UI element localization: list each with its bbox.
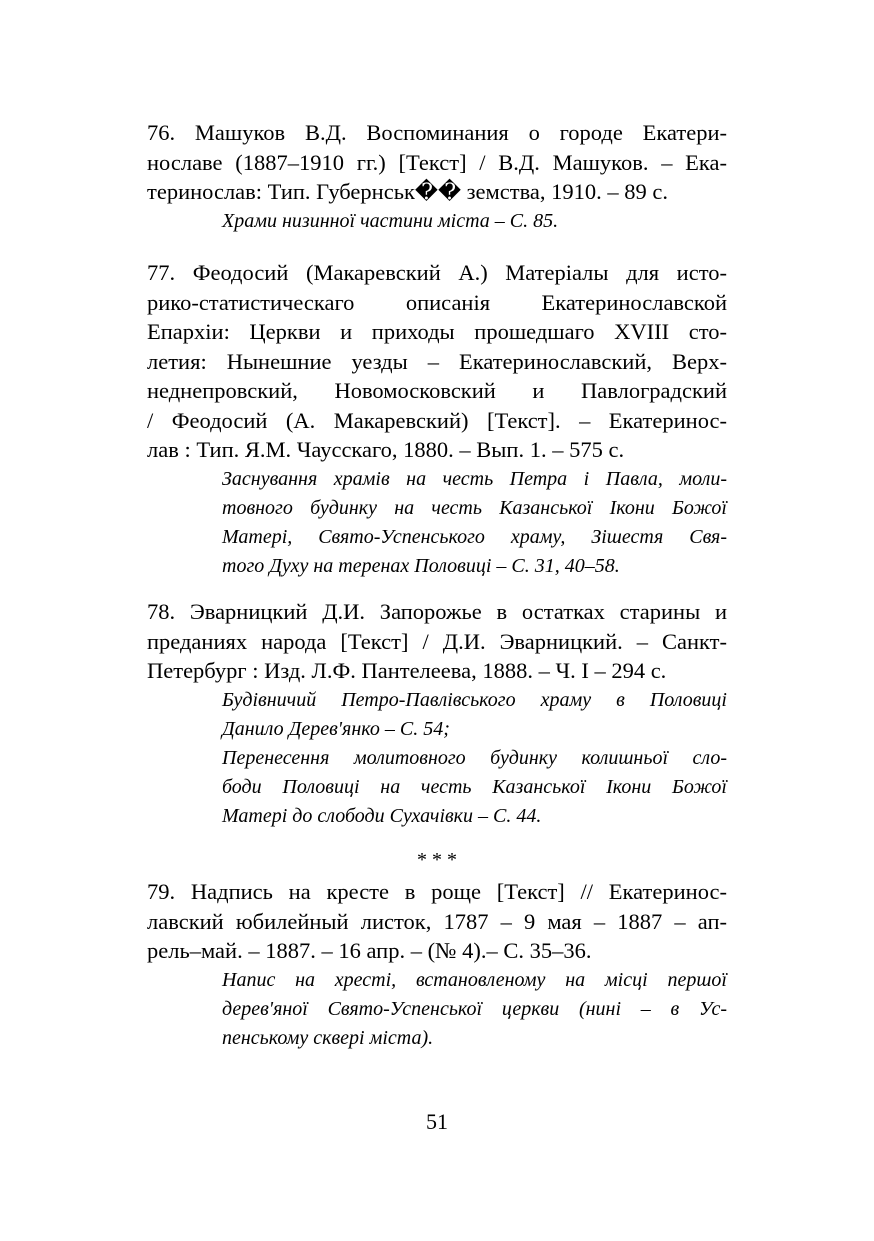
- annotation-line: Матері, Свято-Успенського храму, Зішестя Свя-: [222, 525, 727, 548]
- bibliography-entry-78: [147, 597, 727, 831]
- annotation-line: пенському сквері міста).: [222, 1026, 434, 1049]
- entry-line: нославе (1887–1910 гг.) [Текст] / В.Д. Машуков. – Ека-: [147, 149, 727, 175]
- entry-line: теринослав: Тип. Губернськ�� земства, 1910. – 89 с.: [147, 179, 669, 204]
- entry-line: лав : Тип. Я.М. Чаусскаго, 1880. – Вып. 1. – 575 с.: [147, 437, 625, 462]
- annotation-line: товного будинку на честь Казанської Ікони Божої: [222, 496, 727, 519]
- annotation-line: Напис на хресті, встановленому на місці першої: [222, 968, 727, 991]
- entry-annotation: [222, 465, 727, 581]
- entry-line: рель–май. – 1887. – 16 апр. – (№ 4).– С. 35–36.: [147, 938, 592, 963]
- annotation-line: того Духу на теренах Половиці – С. 31, 40–58.: [222, 554, 620, 577]
- bibliography-entry-77: [147, 258, 727, 581]
- entry-line: летия: Нынешние уезды – Екатеринославский, Верх-: [147, 348, 727, 374]
- annotation-line: Будівничий Петро-Павлівського храму в Половиці: [222, 688, 727, 711]
- annotation-line: Матері до слободи Сухачівки – С. 44.: [222, 804, 542, 827]
- entry-line: лавский юбилейный листок, 1787 – 9 мая – 1887 – ап-: [147, 908, 727, 934]
- entry-annotation: [222, 207, 727, 236]
- annotation-line: Данило Дерев'янко – С. 54;: [222, 717, 450, 740]
- annotation-line: Храми низинної частини міста – С. 85.: [222, 209, 559, 232]
- entry-line: 78. Эварницкий Д.И. Запорожье в остатках старины и: [147, 599, 727, 624]
- annotation-line: боди Половиці на честь Казанської Ікони Божої: [222, 775, 727, 798]
- annotation-line: дерев'яної Свято-Успенської церкви (нині – в Ус-: [222, 997, 727, 1020]
- annotation-line: Перенесення молитовного будинку колишньої сло-: [222, 746, 727, 769]
- entry-line: 76. Машуков В.Д. Воспоминания о городе Екатери-: [147, 120, 727, 145]
- entry-line: / Феодосий (А. Макаревский) [Текст]. – Екатеринос-: [147, 407, 727, 433]
- entry-line: Петербург : Изд. Л.Ф. Пантелеева, 1888. – Ч. І – 294 с.: [147, 658, 667, 683]
- section-separator: * * *: [417, 849, 457, 871]
- entry-line: неднепровский, Новомосковский и Павлоградский: [147, 378, 727, 403]
- entry-line: 79. Надпись на кресте в роще [Текст] // Екатеринос-: [147, 879, 727, 904]
- entry-annotation: [222, 686, 727, 831]
- entry-line: 77. Феодосий (Макаревский А.) Матеріалы для исто-: [147, 260, 727, 285]
- entry-line: Епархіи: Церкви и приходы прошедшаго XVIII сто-: [147, 319, 727, 344]
- annotation-line: Заснування храмів на честь Петра і Павла, моли-: [222, 467, 727, 490]
- entry-line: рико-статистическаго описанія Екатеринославской: [147, 289, 727, 315]
- bibliography-entry-79: [147, 877, 727, 1053]
- entry-line: преданиях народа [Текст] / Д.И. Эварницкий. – Санкт-: [147, 628, 727, 654]
- bibliography-entry-76: [147, 118, 727, 236]
- entry-annotation: [222, 966, 727, 1053]
- page-number: 51: [426, 1109, 448, 1134]
